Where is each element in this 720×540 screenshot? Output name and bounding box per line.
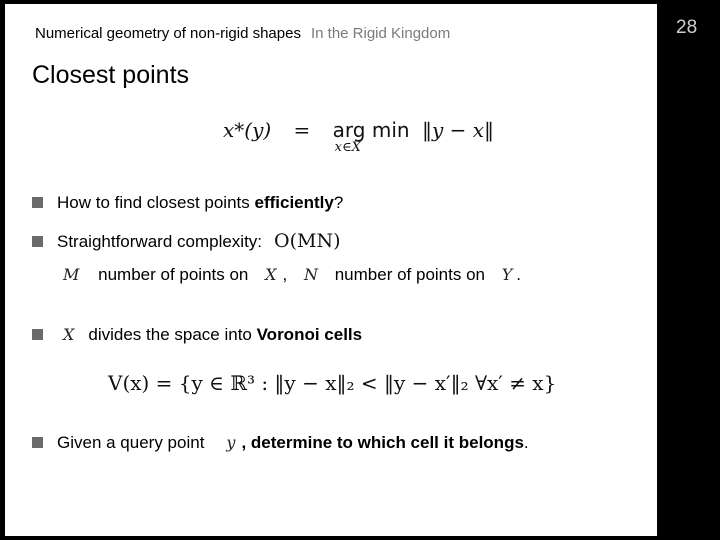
definition-text-n: number of points on (334, 265, 485, 284)
eq-lhs: x*(y) (223, 118, 272, 142)
course-title: Numerical geometry of non-rigid shapes (35, 25, 301, 42)
closest-point-equation (223, 118, 494, 155)
definition-text-m: number of points on (98, 265, 249, 284)
complexity-formula: O(MN) (274, 230, 341, 252)
arg-min-label: arg min (332, 118, 410, 142)
bullet-suffix: ? (333, 193, 344, 212)
var-y: y (226, 433, 236, 452)
eq-rhs: ‖y − x‖ (421, 118, 494, 142)
var-x: X (63, 325, 75, 344)
bullet-text: divides the space into (88, 325, 257, 344)
bullet-marker (32, 329, 43, 340)
page-number: 28 (676, 17, 698, 38)
complexity-definitions (63, 265, 521, 285)
slide (5, 4, 657, 536)
var-y: Y (501, 265, 513, 284)
var-m: M (63, 265, 80, 284)
slide-header (35, 25, 450, 42)
var-x: X (265, 265, 277, 284)
section-title: In the Rigid Kingdom (310, 25, 451, 42)
bullet-text: Given a query point (57, 433, 205, 452)
comma: , (282, 265, 288, 284)
bullet-bold-text: efficiently (254, 193, 334, 212)
bullet-bold-text: , determine to which cell it belongs (241, 433, 524, 452)
bullet-text: Straightforward complexity: (57, 232, 263, 251)
bullet-suffix: . (523, 433, 529, 452)
bullet-marker (32, 236, 43, 247)
bullet-bold-text: Voronoi cells (256, 325, 363, 344)
bullet-marker (32, 437, 43, 448)
arg-min-subscript: x∈X (334, 140, 361, 155)
bullet-text: How to find closest points (57, 193, 255, 212)
bullet-efficiency (32, 193, 343, 213)
voronoi-equation: V(x) = {y ∈ ℝ³ : ‖y − x‖₂ < ‖y − x′‖₂ ∀x′ ≠ x} (108, 371, 557, 395)
bullet-marker (32, 197, 43, 208)
bullet-complexity (32, 230, 341, 252)
bullet-query (32, 433, 529, 453)
slide-title: Closest points (32, 61, 190, 89)
bullet-voronoi (32, 325, 362, 345)
eq-equals: = (293, 118, 311, 142)
period: . (516, 265, 522, 284)
var-n: N (303, 265, 318, 284)
arg-min-operator (332, 118, 410, 155)
